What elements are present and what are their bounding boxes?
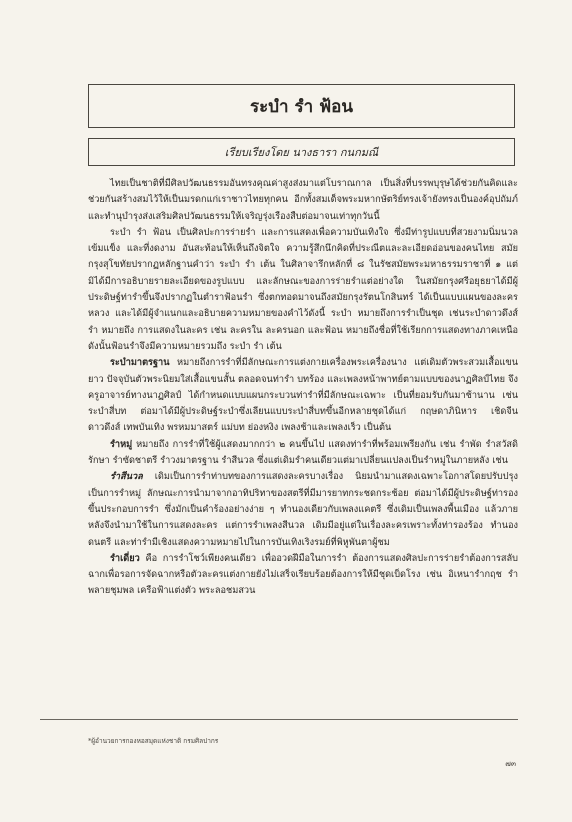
- paragraph-intro: ไทยเป็นชาติที่มีศิลปวัฒนธรรมอันทรงคุณค่าสูงส่งมาแต่โบราณกาล เป็นสิ่งที่บรรพบุรุษได้ช่วยกันคิดและช่วยกันสร้างสมไว้ให้เป็นมรดกแก่เราชาวไทยทุกคน อีกทั้งสมเด็จพระมหากษัตริย์ทรงเจ้ายังทรงเป็นองค์อุปถัมภ์ และทำนุบำรุงส่งเสริมศิลปวัฒนธรรมให้เจริญรุ่งเรืองสืบต่อมาจนเท่าทุกวันนี้: [88, 178, 518, 222]
- paragraph-rabam-standard: ระบำมาตรฐาน หมายถึงการรำที่มีลักษณะการแต่งกายเครื่องพระเครื่องนาง แต่เดิมตัวพระสวมเสื้อแขนยาว ปัจจุบันตัวพระนิยมใส่เสื้อแขนสั้น ตลอดจนท่ารำ บทร้อง และเพลงหน้าพาทย์ตามแบบของนาฏศิลป์ไทย จึงครูอาจารย์ทางนาฏศิลป์ ได้กำหนดแบบแผนกระบวนท่ารำที่มีลักษณะเฉพาะ เป็นที่ยอมรับกันมาช้านาน เช่น ระบำสี่บท ต่อมาได้มีผู้ประดิษฐ์ระบำซึ่งเลียนแบบระบำสี่บทขึ้นอีกหลายชุดได้แก่ กฤษดาภินิหาร เชิดจีน ดาวดึงส์ เทพบันเทิง พรหมมาสตร์ แม่บท ย่องหงิง เพลงช้าและเพลงเร็ว เป็นต้น: [88, 357, 518, 434]
- lead-term: รำสีนวล: [110, 471, 143, 483]
- title-box: [88, 84, 515, 128]
- paragraph-ram-si-nuan: รำสีนวล เดิมเป็นการรำท่าบทของการแสดงละครบางเรื่อง นิยมนำมาแสดงเฉพาะโอกาสโดยปรับปรุงเป็นการรำหมู่ ลักษณะการนำมาจากอาทิปริทาของสตรีที่มีมารยาทกระชดกระช้อย ต่อมาได้มีผู้ประดิษฐ์ท่ารองขึ้นประกอบการรำ ซึ่งมักเป็นคำร้องอย่างง่าย ๆ ทำนองเดียวกับเพลงแคตรี ซึ่งเดิมเป็นเพลงพื้นเมือง แล้วภายหลังจึงนำมาใช้ในการแสดงละคร แต่การรำเพลงสีนวล เดิมมีอยู่แต่ในเรื่องละครเพราะทั้งท่ารองร้อง ทำนองดนตรี และท่ารำมีเชิงแสดงความหมายไปในการบันเทิงเริงรมย์ที่พิหูพันตาผู้ชม: [88, 471, 518, 548]
- article-body: [88, 176, 518, 600]
- author-credit: เรียบเรียงโดย นางธารา กนกมณี: [224, 146, 379, 159]
- paragraph-definition: ระบำ รำ ฟ้อน เป็นศิลปะการร่ายรำ และการแสดงเพื่อความบันเทิงใจ ซึ่งมีท่ารูปแบบที่สวยงามนิ่มนวล เข้มแข็ง และที่งดงาม อันสะท้อนให้เห็นถึงจิตใจ ความรู้สึกนึกคิดที่ประณีตและละเอียดอ่อนของคนไทย สมัยกรุงสุโขทัยปรากฏหลักฐานคำว่า ระบำ รำ เต้น ในศิลาจารึกหลักที่ ๘ ในรัชสมัยพระมหาธรรมราชาที่ ๑ แต่มิได้มีการอธิบายรายละเอียดของรูปแบบ และลักษณะของการร่ายรำแต่อย่างใด ในสมัยกรุงศรีอยุธยาได้มีผู้ประดิษฐ์ท่ารำขึ้นจึงปรากฏในตำราฟ้อนรำ ซึ่งตกทอดมาจนถึงสมัยกรุงรัตนโกสินทร์ ได้เป็นแบบแผนของละครหลวง และได้มีผู้จำแนกและอธิบายความหมายของคำไว้ดังนี้ ระบำ หมายถึงการรำเป็นชุด เช่นระบำดาวดึงส์ รำ หมายถึง การแสดงในละคร เช่น ละครใน ละครนอก และฟ้อน หมายถึงชื่อที่ใช้เรียกการแสดงทางภาคเหนือ ดังนั้นฟ้อนรำจึงมีความหมายรวมถึง ระบำ รำ เต้น: [88, 226, 518, 352]
- paragraph-ram-solo: รำเดี่ยว คือ การรำโชว์เพียงคนเดียว เพื่ออวดฝีมือในการรำ ต้องการแสดงศิลปะการร่ายรำต้องการสลับฉากเพื่อรอการจัดฉากหรือตัวละครแต่งกายยังไม่เสร็จเรียบร้อยต้องการให้มีชุดเบ็ดโรง เช่น อิเหนารำกฤช รำพลายชุมพล เครือฟ้าแต่งตัว พระลอชมสวน: [88, 552, 518, 597]
- paragraph-ram-group: รำหมู่ หมายถึง การรำที่ใช้ผู้แสดงมากกว่า ๒ คนขึ้นไป แสดงท่ารำที่พร้อมเพรียงกัน เช่น รำพัด รำสวัสดิรักษา รำซัดชาตรี รำวงมาตรฐาน รำสีนวล ซึ่งแต่เดิมรำคนเดียวแต่มาเปลี่ยนแปลงเป็นรำหมู่ในภายหลัง เช่น: [88, 438, 518, 467]
- page-title: ระบำ รำ ฟ้อน: [250, 96, 353, 117]
- page-number: ๗๓: [505, 759, 516, 768]
- lead-term: ระบำมาตรฐาน: [110, 357, 170, 369]
- lead-term: รำหมู่: [110, 438, 133, 450]
- footnote: *ผู้อำนวยการกองหอสมุดแห่งชาติ กรมศิลปากร: [88, 737, 219, 745]
- author-box: [88, 138, 515, 166]
- lead-term: รำเดี่ยว: [110, 552, 140, 564]
- footnote-divider: [40, 719, 518, 720]
